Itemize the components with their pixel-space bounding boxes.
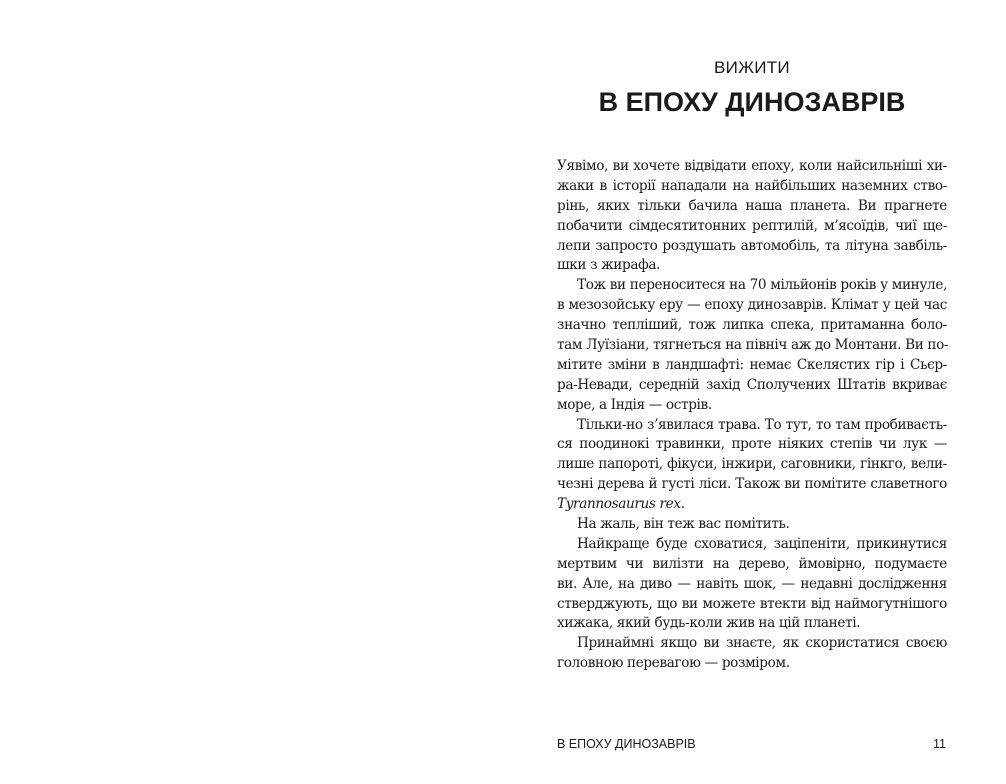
text-line: На жаль, він теж вас помітить. xyxy=(577,516,790,533)
text-line: чезні дерева й густі ліси. Також ви помітите славетного xyxy=(557,476,947,493)
chapter-kicker: ВИЖИТИ xyxy=(714,58,790,77)
paragraph xyxy=(557,535,947,634)
paragraph xyxy=(557,416,947,515)
text-line: головною перевагою — розміром. xyxy=(557,655,790,672)
text-line: Tyrannosaurus rex. xyxy=(557,496,685,513)
paragraph xyxy=(557,634,947,674)
text-line: море, а Індія — острів. xyxy=(557,396,712,413)
text-line: ра-Невади, середній захід Сполучених Штатів вкриває xyxy=(557,376,947,393)
text-line: рінь, яких тільки бачила наша планета. Ви прагнете xyxy=(557,197,947,214)
body-text xyxy=(557,157,947,674)
text-line: шки з жирафа. xyxy=(557,257,661,274)
paragraph xyxy=(557,276,947,415)
text-line: значно тепліший, тож липка спека, притаманна боло- xyxy=(557,317,947,334)
text-line: лепи запросто роздушать автомобіль, та літуна завбіль- xyxy=(557,237,947,254)
text-line: ви. Але, на диво — навіть шок, — недавні дослідження xyxy=(557,575,947,592)
text-line: побачити сімдесятитонних рептилій, м’ясоїдів, чиї ще- xyxy=(557,217,947,234)
chapter-title: В ЕПОХУ ДИНОЗАВРІВ xyxy=(598,87,906,117)
text-line: стверджують, що ви можете втекти від наймогутнішого xyxy=(557,595,947,612)
text-line: мітите зміни в ландшафті: немає Скелястих гір і Сьєр- xyxy=(557,356,947,373)
text-line: Принаймні якщо ви знаєте, як скористатися своєю xyxy=(577,635,947,652)
text-line: ся поодинокі травинки, проте ніяких степів чи лук — xyxy=(557,436,947,453)
paragraph xyxy=(557,515,947,535)
text-line: Найкраще буде сховатися, заціпеніти, прикинутися xyxy=(577,535,947,552)
running-footer-title: В ЕПОХУ ДИНОЗАВРІВ xyxy=(557,737,696,751)
paragraph xyxy=(557,157,947,276)
text-line: мертвим чи вилізти на дерево, ймовірно, подумаєте xyxy=(557,555,947,572)
text-line: там Луїзіани, тягнеться на північ аж до Монтани. Ви по- xyxy=(557,337,949,354)
text-line: лише папороті, фікуси, інжири, саговники, гінкго, вели- xyxy=(557,456,947,473)
text-line: Уявімо, ви хочете відвідати епоху, коли найсильніші хи- xyxy=(557,158,947,174)
text-line: Тож ви переноситеся на 70 мільйонів років у минуле, xyxy=(577,277,947,294)
text-line: Тільки-но з’явилася трава. То тут, то там пробиваєть- xyxy=(577,416,947,433)
page-number: 11 xyxy=(933,737,946,751)
text-line: жаки в історії нападали на найбільших наземних ство- xyxy=(557,177,947,194)
text-line: в мезозойську еру — епоху динозаврів. Клімат у цей час xyxy=(557,297,947,314)
text-line: хижака, який будь-коли жив на цій планеті. xyxy=(557,615,861,632)
